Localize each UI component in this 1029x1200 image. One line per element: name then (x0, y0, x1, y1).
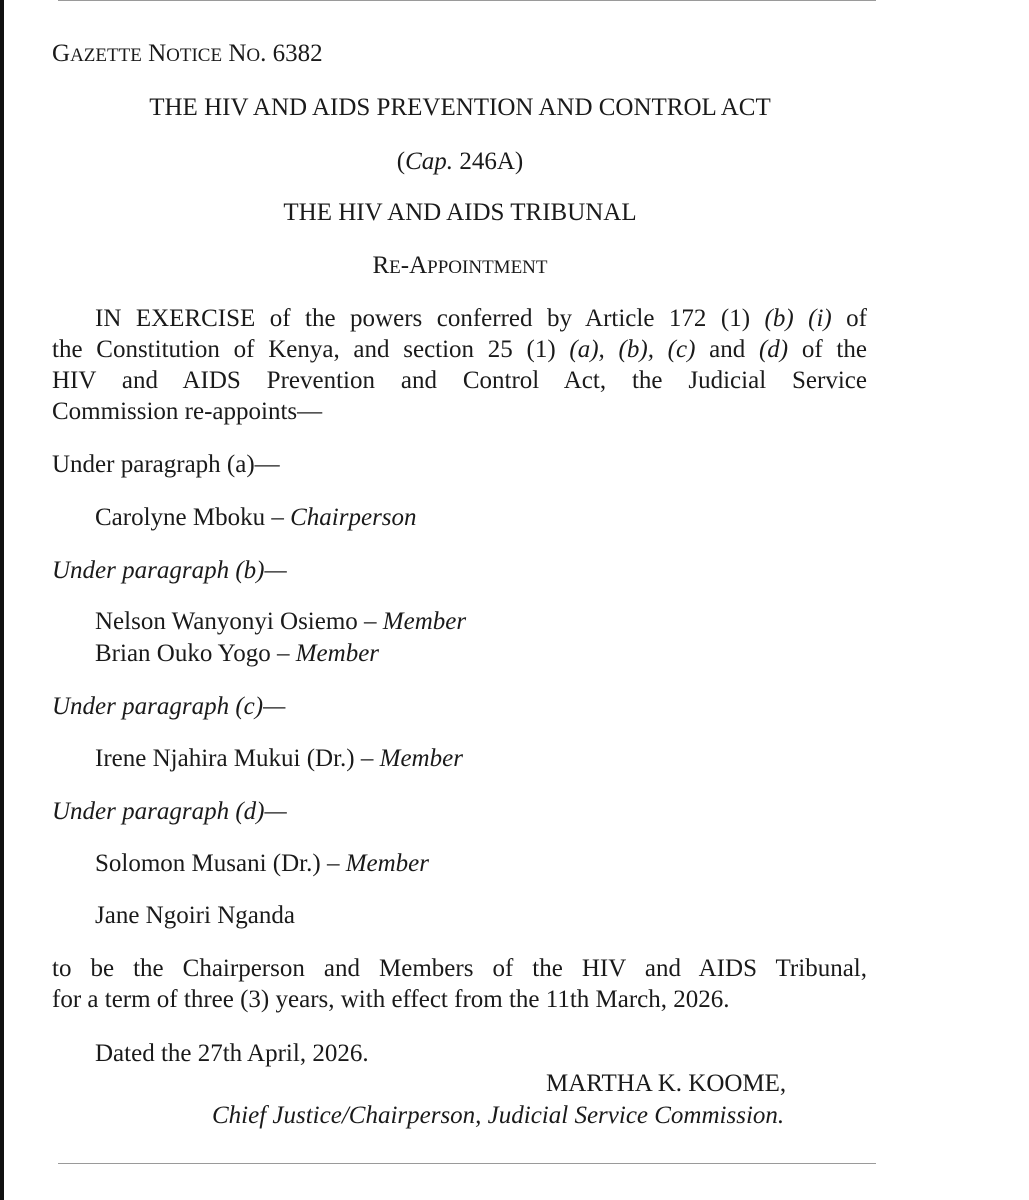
label-part: N (222, 40, 247, 67)
cap-reference (52, 146, 868, 177)
intro-text-run: HIV and AIDS Prevention and Control Act, the Judicial Service (52, 367, 867, 394)
chairperson-role: Chairperson (290, 504, 417, 531)
bottom-rule (58, 1163, 876, 1164)
member-name: Nelson Wanyonyi Osiemo – (95, 608, 383, 635)
closing-line: for a term of three (3) years, with effect from the 11th March, 2026. (52, 986, 730, 1013)
page-left-border (0, 0, 4, 1200)
heading-part: -A (400, 252, 428, 279)
intro-paragraph (52, 303, 867, 427)
cap-open: ( (396, 148, 406, 175)
intro-text-run: the Constitution of Kenya, and section 25 (1) (52, 336, 570, 363)
reappointment-heading (52, 250, 868, 283)
member-name: Solomon Musani (Dr.) – (95, 850, 346, 877)
label-part: OTICE (166, 45, 223, 66)
closing-line: to be the Chairperson and Members of the HIV and AIDS Tribunal, (52, 955, 867, 982)
label-part: N (141, 40, 167, 67)
heading-part: PPOINTMENT (427, 257, 548, 278)
intro-line (52, 365, 867, 396)
member-role: Member (295, 640, 380, 667)
member-role: Member (379, 745, 463, 772)
label-part: AZETTE (70, 45, 142, 66)
member-entry (95, 848, 429, 879)
tribunal-title: THE HIV AND AIDS TRIBUNAL (283, 199, 637, 226)
label-part: O (246, 45, 261, 66)
intro-italic-run: (a), (b), (c) (569, 336, 696, 363)
member-role: Member (345, 850, 430, 877)
member-entry (95, 606, 466, 637)
heading-part: E (389, 257, 401, 278)
intro-line (52, 396, 867, 427)
chairperson-name: Carolyne Mboku – (95, 504, 291, 531)
signatory-title: Chief Justice/Chairperson, Judicial Service Commission. (212, 1102, 785, 1129)
intro-line (52, 334, 867, 365)
intro-text-run: of the (788, 336, 867, 363)
top-rule (58, 0, 876, 1)
cap-italic: Cap. (405, 148, 454, 175)
paragraph-d-heading: Under paragraph (d)— (52, 798, 287, 825)
intro-text-run: Commission re-appoints— (52, 398, 323, 425)
member-entry (95, 743, 463, 774)
gazette-notice-label (52, 38, 323, 71)
chairperson-entry (95, 502, 417, 533)
member-name: Brian Ouko Yogo – (95, 640, 296, 667)
member-role: Member (382, 608, 467, 635)
signatory-name: MARTHA K. KOOME, (546, 1070, 787, 1097)
cap-rest: 246A) (453, 148, 524, 175)
intro-line (52, 303, 867, 334)
heading-part: R (372, 252, 390, 279)
label-part: . 6382 (260, 40, 323, 67)
closing-paragraph (52, 953, 867, 1015)
intro-text-run: IN EXERCISE of the powers conferred by Article 172 (1) (95, 305, 765, 332)
intro-italic-run: (d) (758, 336, 789, 363)
intro-text-run: of (831, 305, 868, 332)
member-entry-name-only: Jane Ngoiri Nganda (95, 902, 295, 929)
member-entry (95, 638, 379, 669)
intro-text-run: and (695, 336, 759, 363)
intro-italic-run: (b) (i) (764, 305, 832, 332)
act-title: THE HIV AND AIDS PREVENTION AND CONTROL ACT (149, 94, 771, 121)
paragraph-a-heading: Under paragraph (a)— (52, 451, 280, 478)
paragraph-c-heading: Under paragraph (c)— (52, 693, 286, 720)
paragraph-b-heading: Under paragraph (b)— (52, 557, 287, 584)
dated-line: Dated the 27th April, 2026. (95, 1040, 369, 1067)
member-name: Irene Njahira Mukui (Dr.) – (95, 745, 380, 772)
label-part: G (52, 40, 71, 67)
